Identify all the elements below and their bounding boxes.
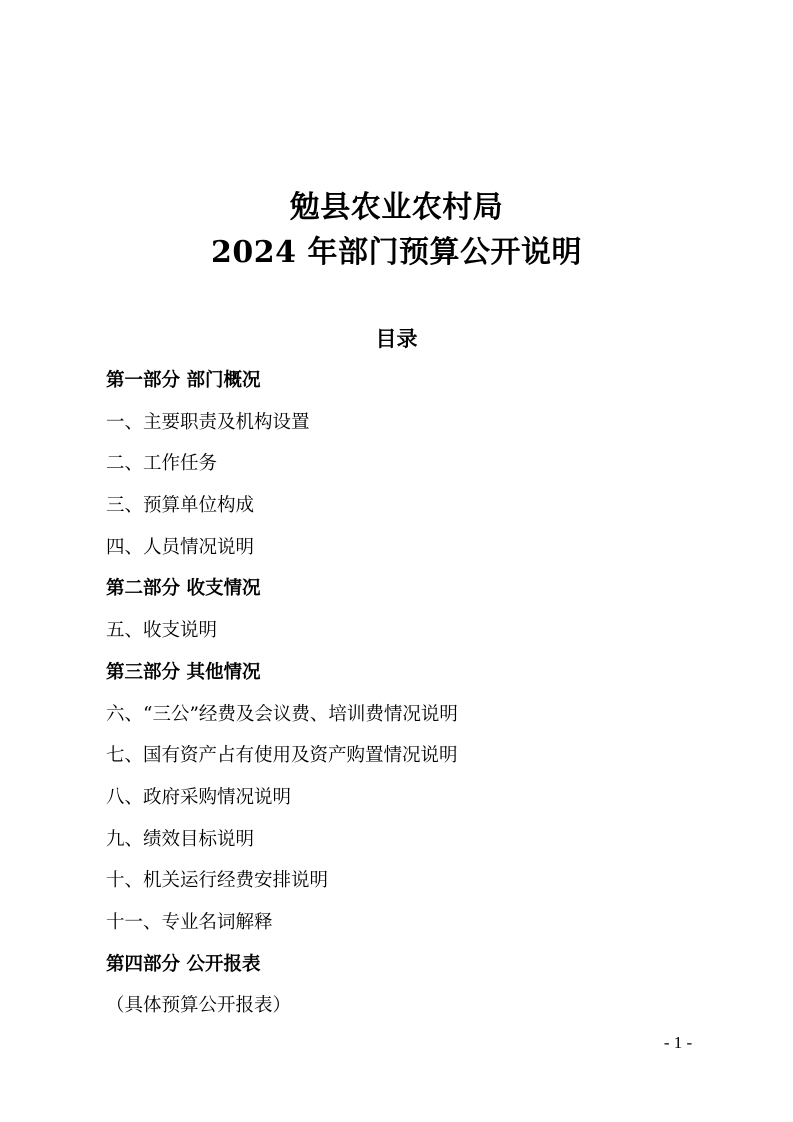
toc-heading: 目录	[375, 326, 418, 351]
document-title-line-2: 2024 年部门预算公开说明	[211, 235, 582, 270]
page-number: - 1 -	[663, 1033, 693, 1052]
toc-item-9: 九、绩效目标说明	[106, 828, 255, 850]
toc-item-3: 三、预算单位构成	[106, 495, 255, 517]
toc-item-11: 十一、专业名词解释	[106, 911, 273, 933]
toc-item-7: 七、国有资产占有使用及资产购置情况说明	[106, 745, 458, 767]
toc-part-1: 第一部分 部门概况	[106, 370, 261, 391]
table-of-contents	[106, 360, 458, 1027]
toc-item-4: 四、人员情况说明	[106, 536, 255, 558]
toc-item-1: 一、主要职责及机构设置	[106, 411, 310, 433]
toc-item-5: 五、收支说明	[106, 620, 218, 642]
toc-part-3: 第三部分 其他情况	[106, 661, 261, 683]
toc-part-2: 第二部分 收支情况	[106, 578, 261, 600]
document-title-line-1: 勉县农业农村局	[289, 190, 504, 225]
toc-note: （具体预算公开报表）	[106, 995, 292, 1017]
toc-item-2: 二、工作任务	[106, 453, 218, 475]
toc-item-6: 六、“三公”经费及会议费、培训费情况说明	[106, 703, 458, 725]
toc-part-4: 第四部分 公开报表	[106, 953, 261, 975]
toc-item-10: 十、机关运行经费安排说明	[106, 870, 329, 892]
toc-item-8: 八、政府采购情况说明	[106, 786, 292, 808]
